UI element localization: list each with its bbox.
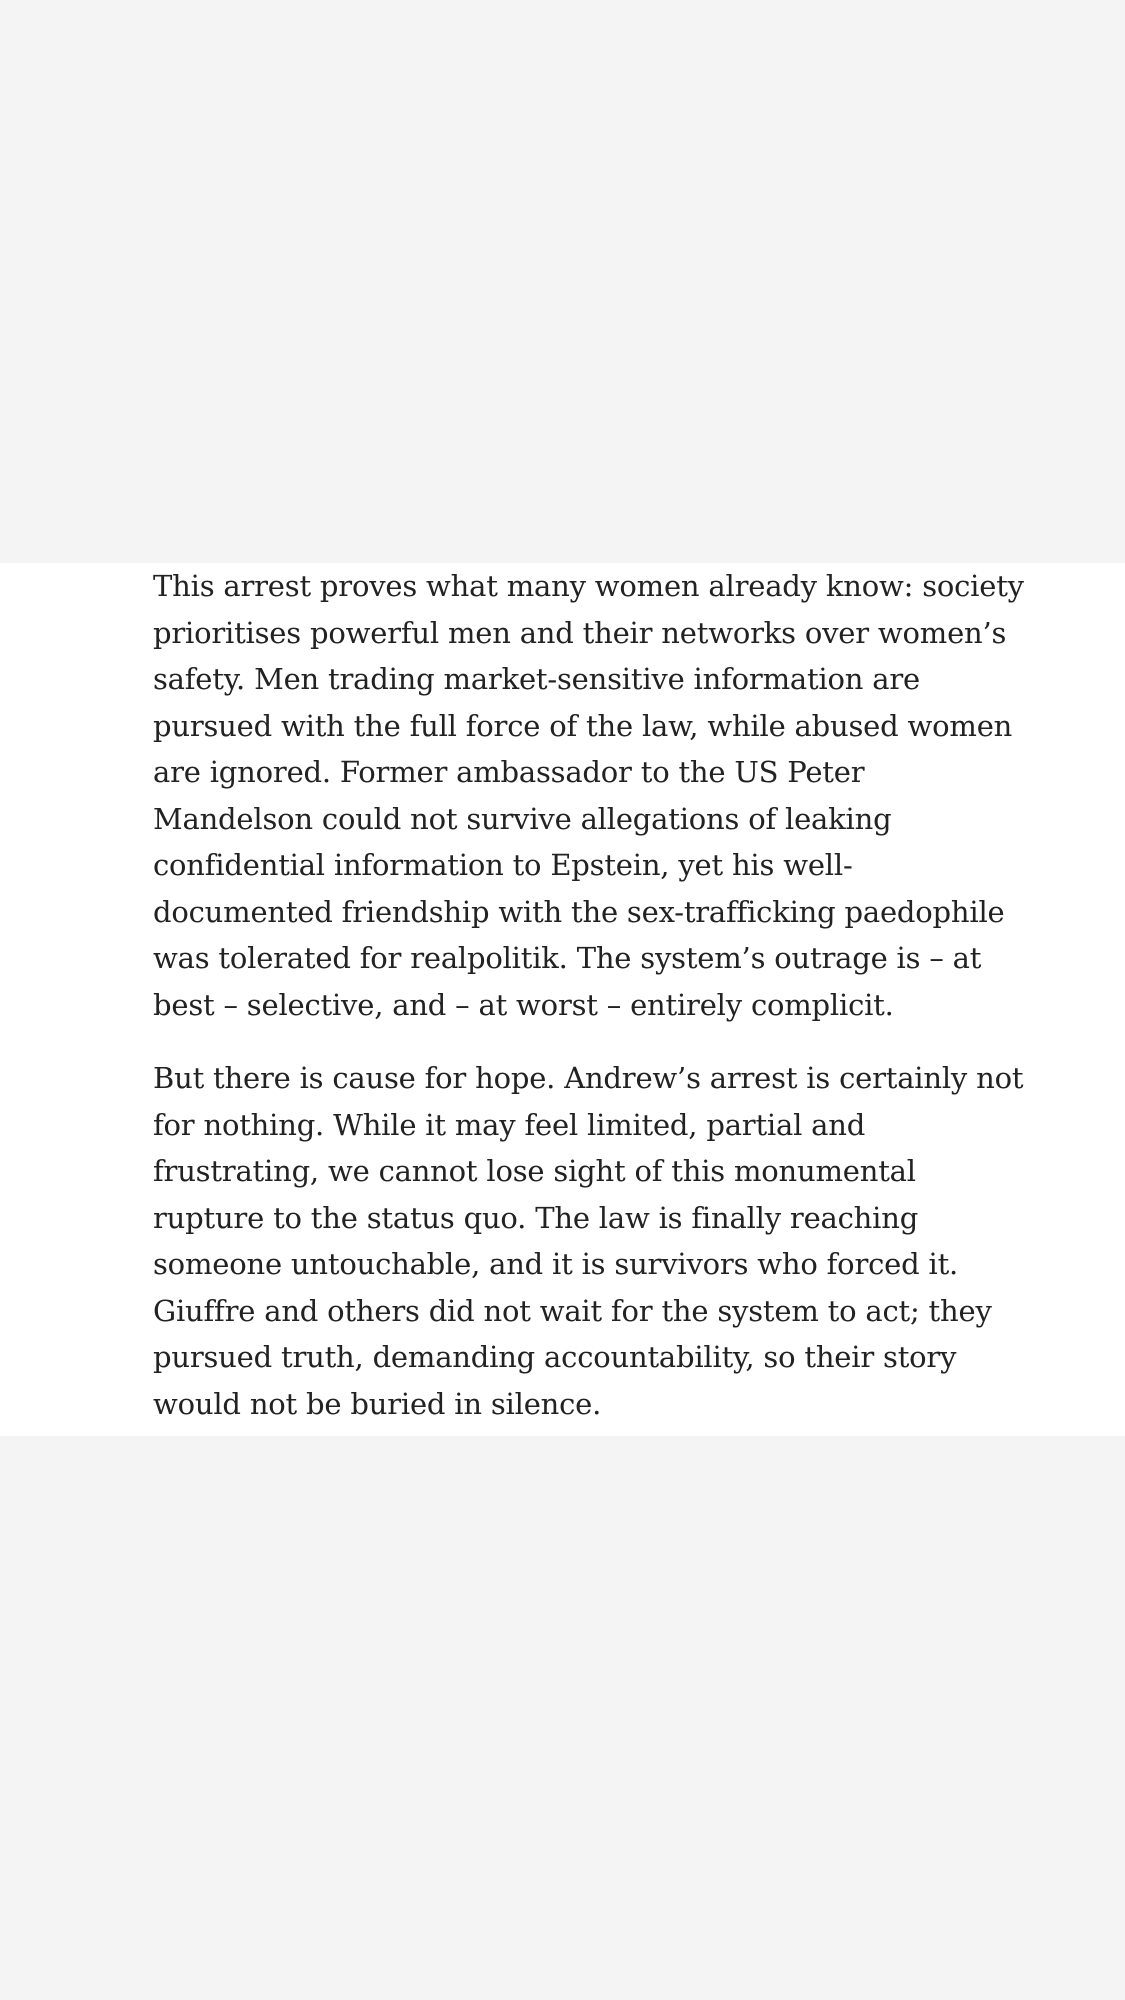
paragraph-line: are ignored. Former ambassador to the US Peter	[153, 755, 865, 789]
paragraph-line: documented friendship with the sex-trafficking paedophile	[153, 894, 1005, 929]
paragraph-line: would not be buried in silence.	[153, 1386, 602, 1421]
article-body	[153, 563, 1024, 1427]
paragraph-line: rupture to the status quo. The law is finally reaching	[153, 1200, 919, 1235]
paragraph-line: best – selective, and – at worst – entirely complicit.	[153, 987, 894, 1022]
paragraph-line: This arrest proves what many women already know: society	[153, 569, 1024, 603]
paragraph-line: for nothing. While it may feel limited, partial and	[153, 1107, 866, 1142]
paragraph-1	[153, 563, 1024, 1028]
paragraph-line: someone untouchable, and it is survivors who forced it.	[153, 1247, 959, 1281]
paragraph-line: pursued truth, demanding accountability, so their story	[153, 1340, 957, 1374]
article-panel	[0, 563, 1125, 1436]
paragraph-line: Giuffre and others did not wait for the system to act; they	[153, 1293, 992, 1328]
paragraph-line: pursued with the full force of the law, while abused women	[153, 708, 1013, 743]
paragraph-line: frustrating, we cannot lose sight of this monumental	[153, 1154, 916, 1188]
paragraph-line: prioritises powerful men and their networks over women’s	[153, 615, 1007, 650]
paragraph-line: was tolerated for realpolitik. The system’s outrage is – at	[153, 941, 982, 975]
paragraph-line: confidential information to Epstein, yet his well-	[153, 848, 853, 882]
paragraph-line: But there is cause for hope. Andrew’s arrest is certainly not	[153, 1061, 1024, 1095]
paragraph-line: Mandelson could not survive allegations of leaking	[153, 801, 892, 836]
paragraph-line: safety. Men trading market-sensitive information are	[153, 662, 920, 696]
paragraph-2	[153, 1055, 1024, 1427]
